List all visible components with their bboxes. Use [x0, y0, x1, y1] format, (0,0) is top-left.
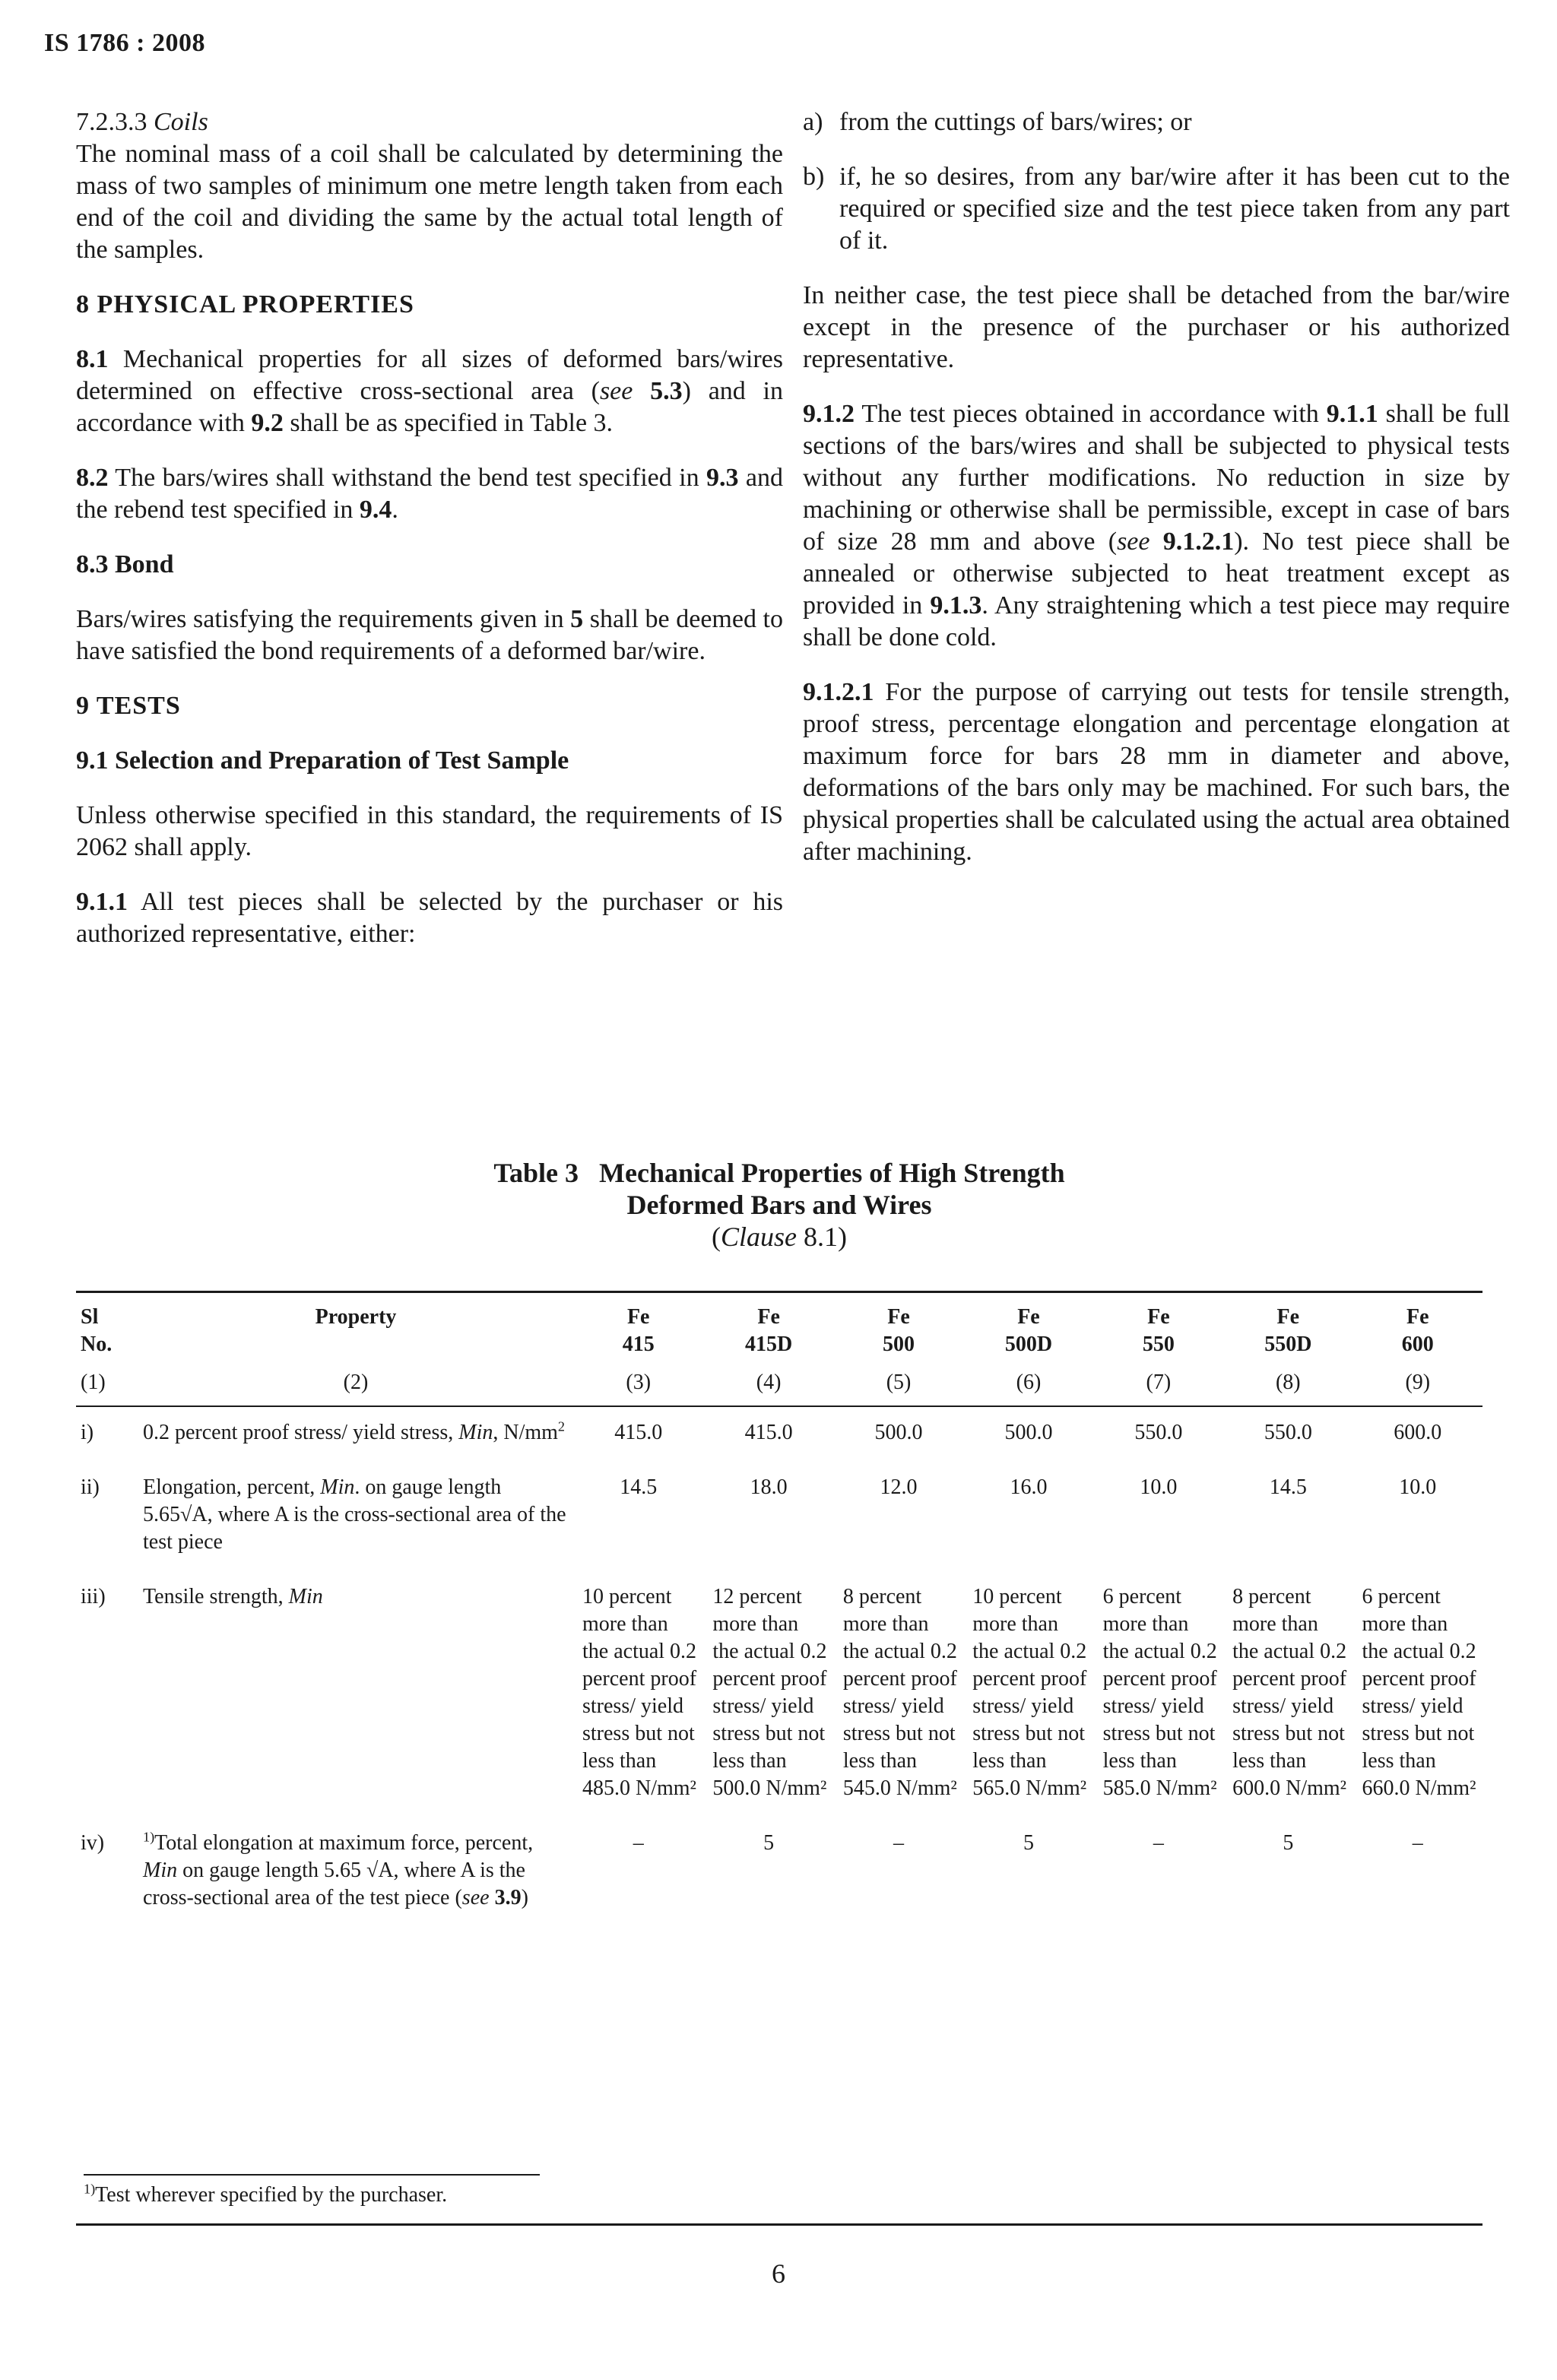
list-marker-a: a) — [803, 108, 823, 136]
row-number: ii) — [81, 1475, 100, 1499]
table-row — [76, 1462, 1482, 1571]
ref-5-3: 5.3 — [650, 377, 683, 405]
column-index: (3) — [626, 1371, 652, 1394]
table-header-row — [76, 1292, 1482, 1364]
column-index: (6) — [1016, 1371, 1042, 1394]
page-number: 6 — [772, 2258, 785, 2289]
grade-label: 500 — [883, 1333, 915, 1356]
grade-prefix: Fe — [887, 1305, 910, 1329]
clause-9-1-2-text-d: . Any straightening which a test piece may require shall be done cold. — [803, 591, 1511, 651]
ref-9-3: 9.3 — [706, 464, 739, 492]
list-item-b — [803, 161, 1510, 257]
table-cell: – — [1412, 1831, 1423, 1855]
min-word: Min — [288, 1585, 323, 1608]
table-cell: 415.0 — [614, 1421, 663, 1444]
table-row — [76, 1571, 1482, 1817]
mechanical-properties-table — [76, 1291, 1482, 1927]
row-property — [138, 1817, 573, 1927]
column-index: (7) — [1146, 1371, 1172, 1394]
clause-9-1-heading — [76, 745, 783, 777]
table-clause-ref: (Clause 8.1) — [711, 1222, 847, 1252]
min-word: Min — [320, 1475, 355, 1499]
table-row — [76, 1817, 1482, 1927]
table-caption — [76, 1157, 1482, 1253]
table-cell: 10.0 — [1399, 1475, 1437, 1499]
clause-ref: 8.1 — [804, 1222, 838, 1252]
clause-8-3-text-a: Bars/wires satisfying the requirements given in — [76, 605, 571, 633]
min-word: Min — [458, 1421, 493, 1444]
table-cell: 14.5 — [1269, 1475, 1307, 1499]
table-cell: 5 — [1283, 1831, 1294, 1855]
clause-9-1-2-1 — [803, 677, 1510, 868]
header-grade — [1223, 1292, 1352, 1364]
column-index: (2) — [343, 1371, 369, 1394]
header-sl: Sl — [81, 1305, 99, 1329]
clause-8-2-text-c: . — [392, 496, 398, 524]
section-9-title: 9 TESTS — [76, 692, 181, 720]
property-text: Elongation, percent, — [143, 1475, 321, 1499]
grade-prefix: Fe — [1406, 1305, 1429, 1329]
clause-8-1 — [76, 344, 783, 439]
ref-9-1-1: 9.1.1 — [1326, 400, 1378, 428]
footnote-marker: 1) — [143, 1829, 155, 1845]
header-grade — [703, 1292, 833, 1364]
row-property — [138, 1571, 573, 1817]
column-index: (8) — [1275, 1371, 1301, 1394]
list-text-b: if, he so desires, from any bar/wire after it has been cut to the required or specified size and the test piece taken from any part of it. — [839, 163, 1510, 255]
grade-prefix: Fe — [757, 1305, 780, 1329]
table-cell: – — [893, 1831, 905, 1855]
coils-heading-title: Coils — [154, 108, 208, 136]
property-text: Total elongation at maximum force, percent, — [154, 1831, 534, 1855]
property-unit: , N/mm — [493, 1421, 558, 1444]
table-title-1: Mechanical Properties of High Strength — [599, 1158, 1065, 1188]
column-index: (5) — [886, 1371, 912, 1394]
row-number: i) — [81, 1421, 94, 1444]
table-footnote — [84, 2183, 447, 2207]
clause-8-3-text-b: shall be deemed to have satisfied the bond requirements of a deformed bar/wire. — [76, 605, 783, 665]
coils-heading-num: 7.2.3.3 — [76, 108, 147, 136]
clause-9-1-2-1-text: For the purpose of carrying out tests for tensile strength, proof stress, percentage elongation and percentage elongation at maximum force for bars 28 mm in diameter and above, deformations of the bars only may be machined. For such bars, the physical properties shall be calculated using the actual area obtained after machining. — [803, 678, 1511, 866]
clause-9-1-1 — [76, 886, 783, 950]
clause-8-3-title: Bond — [115, 550, 174, 578]
see-word: see — [1117, 528, 1150, 556]
ref-5: 5 — [570, 605, 584, 633]
column-index: (9) — [1405, 1371, 1431, 1394]
table-cell: 14.5 — [620, 1475, 658, 1499]
table-row — [76, 1406, 1482, 1462]
clause-8-1-num: 8.1 — [76, 345, 109, 373]
clause-8-1-text-b: ) and in accordance with — [76, 377, 784, 437]
clause-8-2-text-b: and the rebend test specified in — [76, 464, 783, 524]
row-property — [138, 1462, 573, 1571]
grade-label: 550D — [1264, 1333, 1312, 1356]
table-bottom-rule — [76, 2223, 1482, 2226]
coils-text: The nominal mass of a coil shall be calculated by determining the mass of two samples of minimum one metre length taken from each end of the coil and dividing the same by the actual total length of the samples. — [76, 140, 783, 264]
clause-9-1-2-text-a: The test pieces obtained in accordance with — [861, 400, 1327, 428]
property-text: ) — [521, 1886, 528, 1909]
table-cell: 6 percent more than the actual 0.2 percent proof stress/ yield stress but not less than 660.0 N/mm² — [1362, 1585, 1476, 1800]
clause-word: Clause — [720, 1222, 797, 1252]
table-cell: 5 — [1023, 1831, 1034, 1855]
list-text-a: from the cuttings of bars/wires; or — [839, 108, 1192, 136]
clause-9-1-title: Selection and Preparation of Test Sample — [115, 746, 569, 775]
clause-9-1-2-text-b: shall be full sections of the bars/wires and shall be subjected to physical tests without any further modifications. No reduction in size by machining or otherwise shall be permissible, except in case of bars of size 28 mm and above ( — [803, 400, 1511, 556]
table-cell: 10.0 — [1140, 1475, 1178, 1499]
ref-9-4: 9.4 — [359, 496, 392, 524]
table-cell: 500.0 — [874, 1421, 923, 1444]
property-text: . on gauge length 5.65√A, where A is the cross-sectional area of the test piece — [143, 1475, 566, 1554]
footnote-marker: 1) — [84, 2181, 96, 2197]
property-text: Tensile strength, — [143, 1585, 289, 1608]
footnote-text: Test wherever specified by the purchaser. — [95, 2183, 448, 2207]
property-text: on gauge length 5.65 √A, where A is the cross-sectional area of the test piece ( — [143, 1859, 525, 1909]
table-cell: 500.0 — [1004, 1421, 1053, 1444]
table-cell: 600.0 — [1394, 1421, 1442, 1444]
grade-prefix: Fe — [626, 1305, 650, 1329]
table-cell: 550.0 — [1134, 1421, 1183, 1444]
clause-9-1-2 — [803, 398, 1510, 654]
clause-8-1-text-a: Mechanical properties for all sizes of deformed bars/wires determined on effective cross-sectional area ( — [76, 345, 784, 405]
clause-8-2-text-a: The bars/wires shall withstand the bend test specified in — [115, 464, 706, 492]
see-word: see — [461, 1886, 490, 1909]
table-cell: 6 percent more than the actual 0.2 percent proof stress/ yield stress but not less than 585.0 N/mm² — [1102, 1585, 1217, 1800]
table-cell: 10 percent more than the actual 0.2 percent proof stress/ yield stress but not less than 565.0 N/mm² — [972, 1585, 1087, 1800]
ref-3-9: 3.9 — [494, 1886, 522, 1909]
column-index: (4) — [756, 1371, 782, 1394]
header-sl-no — [76, 1292, 138, 1364]
clause-9-1-2-1-num: 9.1.2.1 — [803, 678, 874, 706]
header-grade — [963, 1292, 1093, 1364]
table-cell: 8 percent more than the actual 0.2 percent proof stress/ yield stress but not less than 600.0 N/mm² — [1232, 1585, 1347, 1800]
clause-9-1-num: 9.1 — [76, 746, 109, 775]
clause-9-1-text: Unless otherwise specified in this standard, the requirements of IS 2062 shall apply. — [76, 801, 783, 861]
table-cell: 16.0 — [1010, 1475, 1048, 1499]
section-8-title: 8 PHYSICAL PROPERTIES — [76, 290, 414, 318]
header-no: No. — [81, 1333, 113, 1356]
row-number: iii) — [81, 1585, 106, 1608]
header-property: Property — [315, 1305, 397, 1329]
row-number: iv) — [81, 1831, 105, 1855]
table-label: Table 3 — [493, 1158, 579, 1188]
grade-prefix: Fe — [1147, 1305, 1170, 1329]
grade-label: 415D — [744, 1333, 793, 1356]
header-grade — [573, 1292, 703, 1364]
min-word: Min — [143, 1859, 178, 1882]
ref-9-2: 9.2 — [251, 409, 284, 437]
clause-9-1-2-num: 9.1.2 — [803, 400, 855, 428]
ref-9-1-3: 9.1.3 — [930, 591, 982, 620]
clause-8-2-num: 8.2 — [76, 464, 109, 492]
header-grade — [834, 1292, 963, 1364]
unit-superscript: 2 — [557, 1418, 566, 1434]
standard-id-header: IS 1786 : 2008 — [44, 29, 205, 57]
left-column — [76, 106, 783, 973]
clause-8-3-text — [76, 604, 783, 667]
grade-prefix: Fe — [1276, 1305, 1300, 1329]
table-caption-line-1 — [76, 1157, 1482, 1189]
table-cell: 8 percent more than the actual 0.2 percent proof stress/ yield stress but not less than 545.0 N/mm² — [842, 1585, 957, 1800]
clause-8-1-text-c: shall be as specified in Table 3. — [283, 409, 614, 437]
list-item-a — [803, 106, 1510, 138]
coils-clause — [76, 106, 783, 266]
clause-9-1-1-num: 9.1.1 — [76, 888, 128, 916]
table-cell: 18.0 — [750, 1475, 788, 1499]
row-property — [138, 1406, 573, 1462]
table-column-index-row — [76, 1363, 1482, 1406]
property-text: 0.2 percent proof stress/ yield stress, — [143, 1421, 459, 1444]
list-marker-b: b) — [803, 163, 825, 191]
grade-prefix: Fe — [1017, 1305, 1040, 1329]
grade-label: 550 — [1142, 1333, 1175, 1356]
right-column — [803, 106, 1510, 891]
grade-label: 500D — [1004, 1333, 1053, 1356]
column-index: (1) — [81, 1371, 106, 1394]
table-cell: – — [633, 1831, 644, 1855]
header-grade — [1353, 1292, 1482, 1364]
grade-label: 600 — [1401, 1333, 1434, 1356]
clause-8-3-num: 8.3 — [76, 550, 109, 578]
table-cell: 550.0 — [1264, 1421, 1312, 1444]
clause-8-3-heading — [76, 549, 783, 581]
grade-label: 415 — [622, 1333, 655, 1356]
see-word: see — [599, 377, 633, 405]
ref-9-1-2-1: 9.1.2.1 — [1162, 528, 1235, 556]
clause-9-1-2-text-c: ). No test piece shall be annealed or otherwise subjected to heat treatment except as provided in — [803, 528, 1510, 620]
table-cell: 12 percent more than the actual 0.2 percent proof stress/ yield stress but not less than 500.0 N/mm² — [712, 1585, 827, 1800]
neither-case-text: In neither case, the test piece shall be detached from the bar/wire except in the presence of the purchaser or his authorized representative. — [803, 281, 1510, 373]
table-cell: 415.0 — [744, 1421, 793, 1444]
table-cell: 10 percent more than the actual 0.2 percent proof stress/ yield stress but not less than 485.0 N/mm² — [582, 1585, 697, 1800]
table-cell: 5 — [763, 1831, 775, 1855]
table-title-2: Deformed Bars and Wires — [626, 1190, 932, 1220]
footnote-divider — [84, 2174, 540, 2176]
clause-9-1-1-text: All test pieces shall be selected by the purchaser or his authorized representative, either: — [76, 888, 784, 948]
table-cell: – — [1153, 1831, 1164, 1855]
header-grade — [1094, 1292, 1223, 1364]
clause-8-2 — [76, 462, 783, 526]
table-cell: 12.0 — [880, 1475, 918, 1499]
